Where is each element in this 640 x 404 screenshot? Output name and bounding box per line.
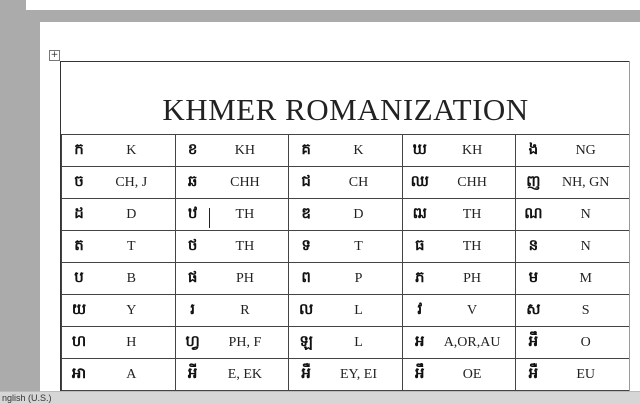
khmer-letter: ដ xyxy=(74,203,84,222)
roman-value: TH xyxy=(462,238,482,254)
table-cell[interactable] xyxy=(402,135,516,167)
cell-content xyxy=(176,199,289,230)
table-cell[interactable] xyxy=(175,263,289,295)
table-cell[interactable] xyxy=(516,327,630,359)
cell-content xyxy=(62,263,175,294)
status-bar xyxy=(0,391,640,404)
khmer-letter: អឹ xyxy=(528,331,539,350)
roman-value: A xyxy=(126,366,137,382)
cell-content xyxy=(176,263,289,294)
table-cell[interactable] xyxy=(175,199,289,231)
cell-content xyxy=(176,359,289,390)
table-cell[interactable] xyxy=(289,295,403,327)
roman-value: D xyxy=(126,206,137,222)
khmer-letter: ឍ xyxy=(412,203,427,222)
roman-value: P xyxy=(354,270,363,286)
table-cell[interactable] xyxy=(402,327,516,359)
table-cell[interactable] xyxy=(289,199,403,231)
cell-content xyxy=(516,263,629,294)
roman-value: A,OR,AU xyxy=(443,334,501,350)
table-cell[interactable] xyxy=(289,327,403,359)
cell-content xyxy=(516,327,629,358)
khmer-letter: ទ xyxy=(301,235,311,254)
table-cell[interactable] xyxy=(62,231,176,263)
table-cell[interactable] xyxy=(516,295,630,327)
khmer-letter: ប xyxy=(74,267,84,286)
roman-value: NH, GN xyxy=(561,174,610,190)
table-row xyxy=(62,167,630,199)
khmer-letter: ជ xyxy=(301,171,311,190)
table-cell[interactable] xyxy=(175,327,289,359)
khmer-letter: ហ្វ xyxy=(185,331,200,350)
roman-value: T xyxy=(127,238,136,254)
cell-content xyxy=(403,135,516,166)
khmer-letter: ឆ xyxy=(187,171,198,190)
table-cell[interactable] xyxy=(516,359,630,391)
cell-content xyxy=(62,359,175,390)
language-indicator[interactable]: nglish (U.S.) xyxy=(2,393,52,403)
roman-value: KH xyxy=(461,142,483,158)
table-cell[interactable] xyxy=(402,359,516,391)
roman-value: O xyxy=(580,334,591,350)
table-cell[interactable] xyxy=(175,167,289,199)
cell-content xyxy=(403,263,516,294)
cell-content xyxy=(62,199,175,230)
page-gap xyxy=(0,10,640,20)
khmer-letter: រ xyxy=(190,299,195,318)
roman-value: PH xyxy=(463,270,482,286)
khmer-letter: អ xyxy=(415,331,425,350)
roman-value: N xyxy=(580,238,591,254)
cell-content xyxy=(516,199,629,230)
khmer-letter: អឺ xyxy=(301,363,311,382)
roman-value: EY, EI xyxy=(339,366,378,382)
cell-content xyxy=(289,231,402,262)
khmer-letter: ឡ xyxy=(299,331,313,350)
khmer-letter: អា xyxy=(71,363,87,382)
table-cell[interactable] xyxy=(402,295,516,327)
cell-content xyxy=(62,167,175,198)
romanization-grid[interactable] xyxy=(61,134,630,391)
table-cell[interactable] xyxy=(289,135,403,167)
khmer-letter: អឺ xyxy=(528,363,539,382)
khmer-letter: ន xyxy=(528,235,539,254)
roman-value: TH xyxy=(235,206,255,222)
cell-content xyxy=(403,327,516,358)
cell-content xyxy=(176,135,289,166)
table-cell[interactable] xyxy=(175,135,289,167)
cell-content xyxy=(289,359,402,390)
cell-content xyxy=(403,295,516,326)
cell-content xyxy=(516,167,629,198)
roman-value: TH xyxy=(235,238,255,254)
table-cell[interactable] xyxy=(289,359,403,391)
roman-value: L xyxy=(354,334,363,350)
roman-value: CHH xyxy=(230,174,260,190)
cell-content xyxy=(403,359,516,390)
roman-value: R xyxy=(240,302,250,318)
cell-content xyxy=(516,231,629,262)
cell-content xyxy=(62,231,175,262)
khmer-letter: គ xyxy=(301,139,311,158)
table-cell[interactable] xyxy=(402,231,516,263)
khmer-letter: ស xyxy=(526,299,541,318)
khmer-letter: ហ xyxy=(71,331,87,350)
roman-value: L xyxy=(354,302,363,318)
cell-content xyxy=(516,135,629,166)
table-cell[interactable] xyxy=(516,167,630,199)
khmer-letter: អឹ xyxy=(415,363,425,382)
cell-content xyxy=(516,359,629,390)
table-cell[interactable] xyxy=(516,199,630,231)
cell-content xyxy=(176,231,289,262)
page-title: KHMER ROMANIZATION xyxy=(162,92,529,127)
table-row xyxy=(62,199,630,231)
table-cell[interactable] xyxy=(175,231,289,263)
table-cell[interactable] xyxy=(62,199,176,231)
roman-value: PH, F xyxy=(228,334,262,350)
cell-content xyxy=(403,231,516,262)
cell-content xyxy=(289,327,402,358)
khmer-letter: ច xyxy=(74,171,84,190)
roman-value: TH xyxy=(462,206,482,222)
table-cell[interactable] xyxy=(402,167,516,199)
khmer-letter: ឃ xyxy=(412,139,427,158)
khmer-letter: យ xyxy=(71,299,87,318)
cell-content xyxy=(289,295,402,326)
table-row xyxy=(62,327,630,359)
khmer-letter: ព xyxy=(301,267,311,286)
table-cell[interactable] xyxy=(402,263,516,295)
table-cell[interactable] xyxy=(175,295,289,327)
cell-content xyxy=(403,199,516,230)
roman-value: T xyxy=(354,238,363,254)
table-cell[interactable] xyxy=(62,327,176,359)
cell-content xyxy=(176,327,289,358)
table-cell[interactable] xyxy=(516,231,630,263)
roman-value: CH, J xyxy=(115,174,148,190)
table-row xyxy=(62,359,630,391)
table-cell[interactable] xyxy=(289,231,403,263)
khmer-letter: ថ xyxy=(187,235,198,254)
table-cell[interactable] xyxy=(289,263,403,295)
table-cell[interactable] xyxy=(289,167,403,199)
cell-content xyxy=(289,167,402,198)
khmer-letter: ល xyxy=(299,299,314,318)
roman-value: PH xyxy=(235,270,254,286)
cell-content xyxy=(62,135,175,166)
cell-content xyxy=(516,295,629,326)
title-cell[interactable] xyxy=(61,62,630,134)
right-margin-scroll-area[interactable] xyxy=(629,61,640,403)
khmer-letter: ឌ xyxy=(301,203,311,222)
table-cell[interactable] xyxy=(516,263,630,295)
roman-value: N xyxy=(580,206,591,222)
table-cell[interactable] xyxy=(62,295,176,327)
roman-value: M xyxy=(579,270,592,286)
khmer-letter: ក xyxy=(74,139,84,158)
roman-value: OE xyxy=(462,366,482,382)
table-row xyxy=(62,263,630,295)
roman-value: D xyxy=(353,206,364,222)
roman-value: K xyxy=(353,142,364,158)
khmer-letter: ធ xyxy=(415,235,425,254)
khmer-letter: ត xyxy=(74,235,84,254)
khmer-letter: វ xyxy=(417,299,423,318)
roman-value: K xyxy=(126,142,137,158)
table-cell[interactable] xyxy=(516,135,630,167)
khmer-letter: អី xyxy=(187,363,198,382)
khmer-letter: ឈ xyxy=(410,171,429,190)
cell-content xyxy=(289,263,402,294)
khmer-letter: ណ xyxy=(524,203,543,222)
table-cell[interactable] xyxy=(402,199,516,231)
table-cell[interactable] xyxy=(62,135,176,167)
table-cell[interactable] xyxy=(175,359,289,391)
khmer-letter: ភ xyxy=(415,267,425,286)
roman-value: B xyxy=(126,270,136,286)
cell-content xyxy=(62,327,175,358)
roman-value: H xyxy=(126,334,137,350)
khmer-letter: ម xyxy=(528,267,539,286)
roman-value: E, EK xyxy=(227,366,262,382)
cell-content xyxy=(176,167,289,198)
cell-content xyxy=(289,135,402,166)
khmer-letter: ញ xyxy=(526,171,541,190)
table-row xyxy=(62,135,630,167)
khmer-letter: ផ xyxy=(187,267,198,286)
table-row xyxy=(62,295,630,327)
roman-value: CH xyxy=(348,174,369,190)
table-row xyxy=(62,231,630,263)
roman-value: S xyxy=(581,302,590,318)
table-cell[interactable] xyxy=(62,263,176,295)
khmer-letter: ឋ xyxy=(187,203,198,222)
roman-value: Y xyxy=(126,302,137,318)
khmer-letter: ង xyxy=(528,139,539,158)
table-cell[interactable] xyxy=(62,359,176,391)
cell-content xyxy=(289,199,402,230)
cell-content xyxy=(62,295,175,326)
table-move-anchor-icon[interactable]: + xyxy=(50,50,59,60)
cell-content xyxy=(176,295,289,326)
roman-value: KH xyxy=(234,142,255,158)
roman-value: NG xyxy=(575,142,596,158)
romanization-table[interactable] xyxy=(60,61,631,394)
text-cursor xyxy=(209,208,210,228)
cell-content xyxy=(403,167,516,198)
roman-value: CHH xyxy=(457,174,487,190)
roman-value: EU xyxy=(576,366,596,382)
table-cell[interactable] xyxy=(62,167,176,199)
khmer-letter: ខ xyxy=(187,139,198,158)
roman-value: V xyxy=(467,302,478,318)
